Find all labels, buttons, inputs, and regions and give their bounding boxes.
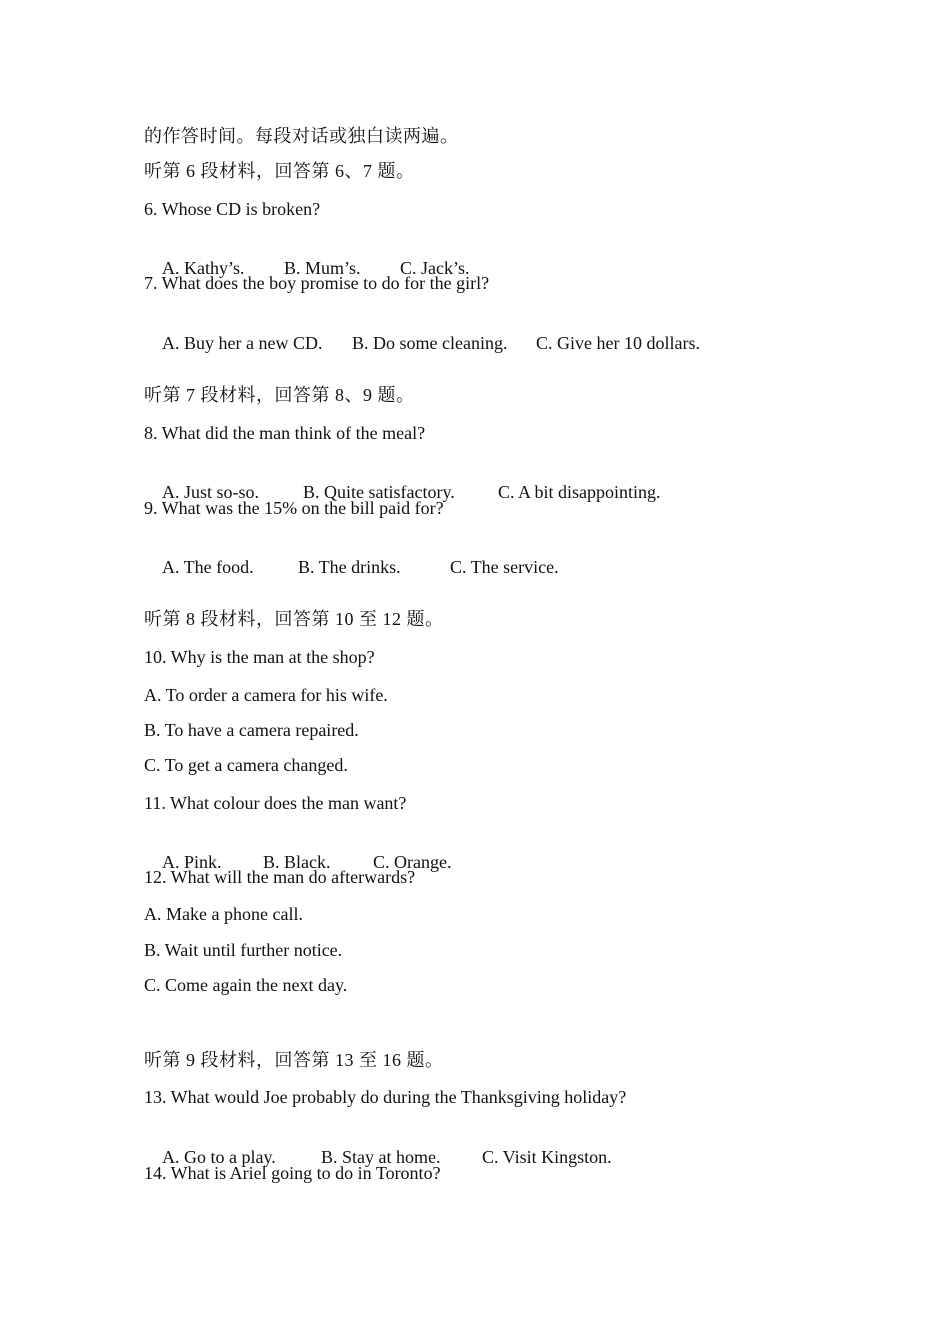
- option-c: C. A bit disappointing.: [498, 482, 661, 502]
- section-heading: 听第 9 段材料，回答第 13 至 16 题。: [144, 1050, 444, 1070]
- question: 11. What colour does the man want?: [144, 793, 407, 813]
- question: 8. What did the man think of the meal?: [144, 423, 426, 443]
- option-row: [144, 310, 700, 376]
- option-b: B. Black.: [263, 852, 331, 872]
- question: 7. What does the boy promise to do for the girl?: [144, 273, 490, 293]
- option-b: B. To have a camera repaired.: [144, 720, 359, 740]
- option-b: B. Wait until further notice.: [144, 940, 343, 960]
- option-b: B. Stay at home.: [321, 1147, 441, 1167]
- option-b: B. Do some cleaning.: [352, 333, 508, 353]
- option-a: A. The food.: [162, 557, 254, 577]
- option-a: A. Pink.: [162, 852, 222, 872]
- option-c: C. Come again the next day.: [144, 975, 348, 995]
- intro-text: 的作答时间。每段对话或独白读两遍。: [144, 126, 459, 146]
- option-row: [144, 534, 559, 600]
- option-b: B. Mum’s.: [284, 258, 361, 278]
- question: 12. What will the man do afterwards?: [144, 867, 416, 887]
- section-heading: 听第 8 段材料，回答第 10 至 12 题。: [144, 609, 444, 629]
- option-a: A. Go to a play.: [162, 1147, 276, 1167]
- option-a: A. Kathy’s.: [162, 258, 245, 278]
- question: 13. What would Joe probably do during the Thanksgiving holiday?: [144, 1087, 627, 1107]
- option-c: C. Visit Kingston.: [482, 1147, 612, 1167]
- question: 10. Why is the man at the shop?: [144, 647, 375, 667]
- option-b: B. Quite satisfactory.: [303, 482, 455, 502]
- section-heading: 听第 7 段材料，回答第 8、9 题。: [144, 385, 415, 405]
- option-c: C. Orange.: [373, 852, 452, 872]
- section-heading: 听第 6 段材料，回答第 6、7 题。: [144, 161, 415, 181]
- question: 9. What was the 15% on the bill paid for?: [144, 498, 444, 518]
- option-c: C. Jack’s.: [400, 258, 470, 278]
- question: 6. Whose CD is broken?: [144, 199, 321, 219]
- option-a: A. Make a phone call.: [144, 904, 303, 924]
- option-b: B. The drinks.: [298, 557, 401, 577]
- option-a: A. To order a camera for his wife.: [144, 685, 388, 705]
- option-c: C. The service.: [450, 557, 559, 577]
- option-a: A. Just so-so.: [162, 482, 260, 502]
- option-c: C. To get a camera changed.: [144, 755, 348, 775]
- option-a: A. Buy her a new CD.: [162, 333, 323, 353]
- option-c: C. Give her 10 dollars.: [536, 333, 700, 353]
- question: 14. What is Ariel going to do in Toronto?: [144, 1163, 441, 1183]
